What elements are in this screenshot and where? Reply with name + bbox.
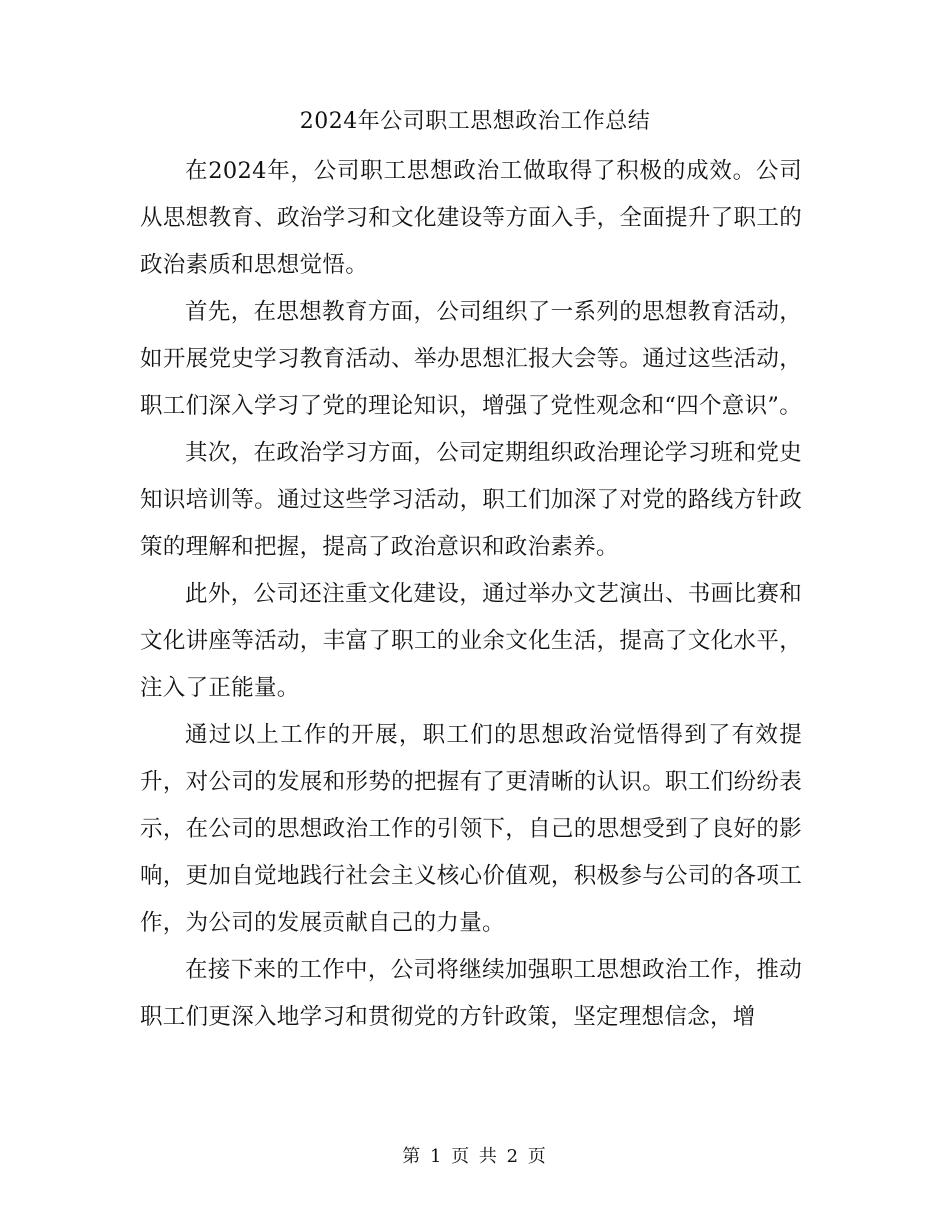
document-body <box>140 148 802 1041</box>
paragraph-political-study: 其次，在政治学习方面，公司定期组织政治理论学习班和党史知识培训等。通过这些学习活动，职工们加深了对党的路线方针政策的理解和把握，提高了政治意识和政治素养。 <box>140 440 802 560</box>
paragraph-intro: 在2024年，公司职工思想政治工做取得了积极的成效。公司从思想教育、政治学习和文化建设等方面入手，全面提升了职工的政治素质和思想觉悟。 <box>140 158 802 278</box>
paragraph-cultural-building: 此外，公司还注重文化建设，通过举办文艺演出、书画比赛和文化讲座等活动，丰富了职工的业余文化生活，提高了文化水平，注入了正能量。 <box>140 581 802 701</box>
document-title: 2024年公司职工思想政治工作总结 <box>299 109 651 134</box>
paragraph-results: 通过以上工作的开展，职工们的思想政治觉悟得到了有效提升，对公司的发展和形势的把握有了更清晰的认识。职工们纷纷表示，在公司的思想政治工作的引领下，自己的思想受到了良好的影响，更加自觉地践行社会主义核心价值观，积极参与公司的各项工作，为公司的发展贡献自己的力量。 <box>140 722 802 936</box>
paragraph-ideological-education: 首先，在思想教育方面，公司组织了一系列的思想教育活动，如开展党史学习教育活动、举办思想汇报大会等。通过这些活动，职工们深入学习了党的理论知识，增强了党性观念和“四个意识”。 <box>140 299 803 419</box>
paragraph-next-steps: 在接下来的工作中，公司将继续加强职工思想政治工作，推动职工们更深入地学习和贯彻党的方针政策，坚定理想信念，增 <box>140 957 802 1030</box>
page-number-footer: 第 1 页 共 2 页 <box>402 1146 548 1167</box>
